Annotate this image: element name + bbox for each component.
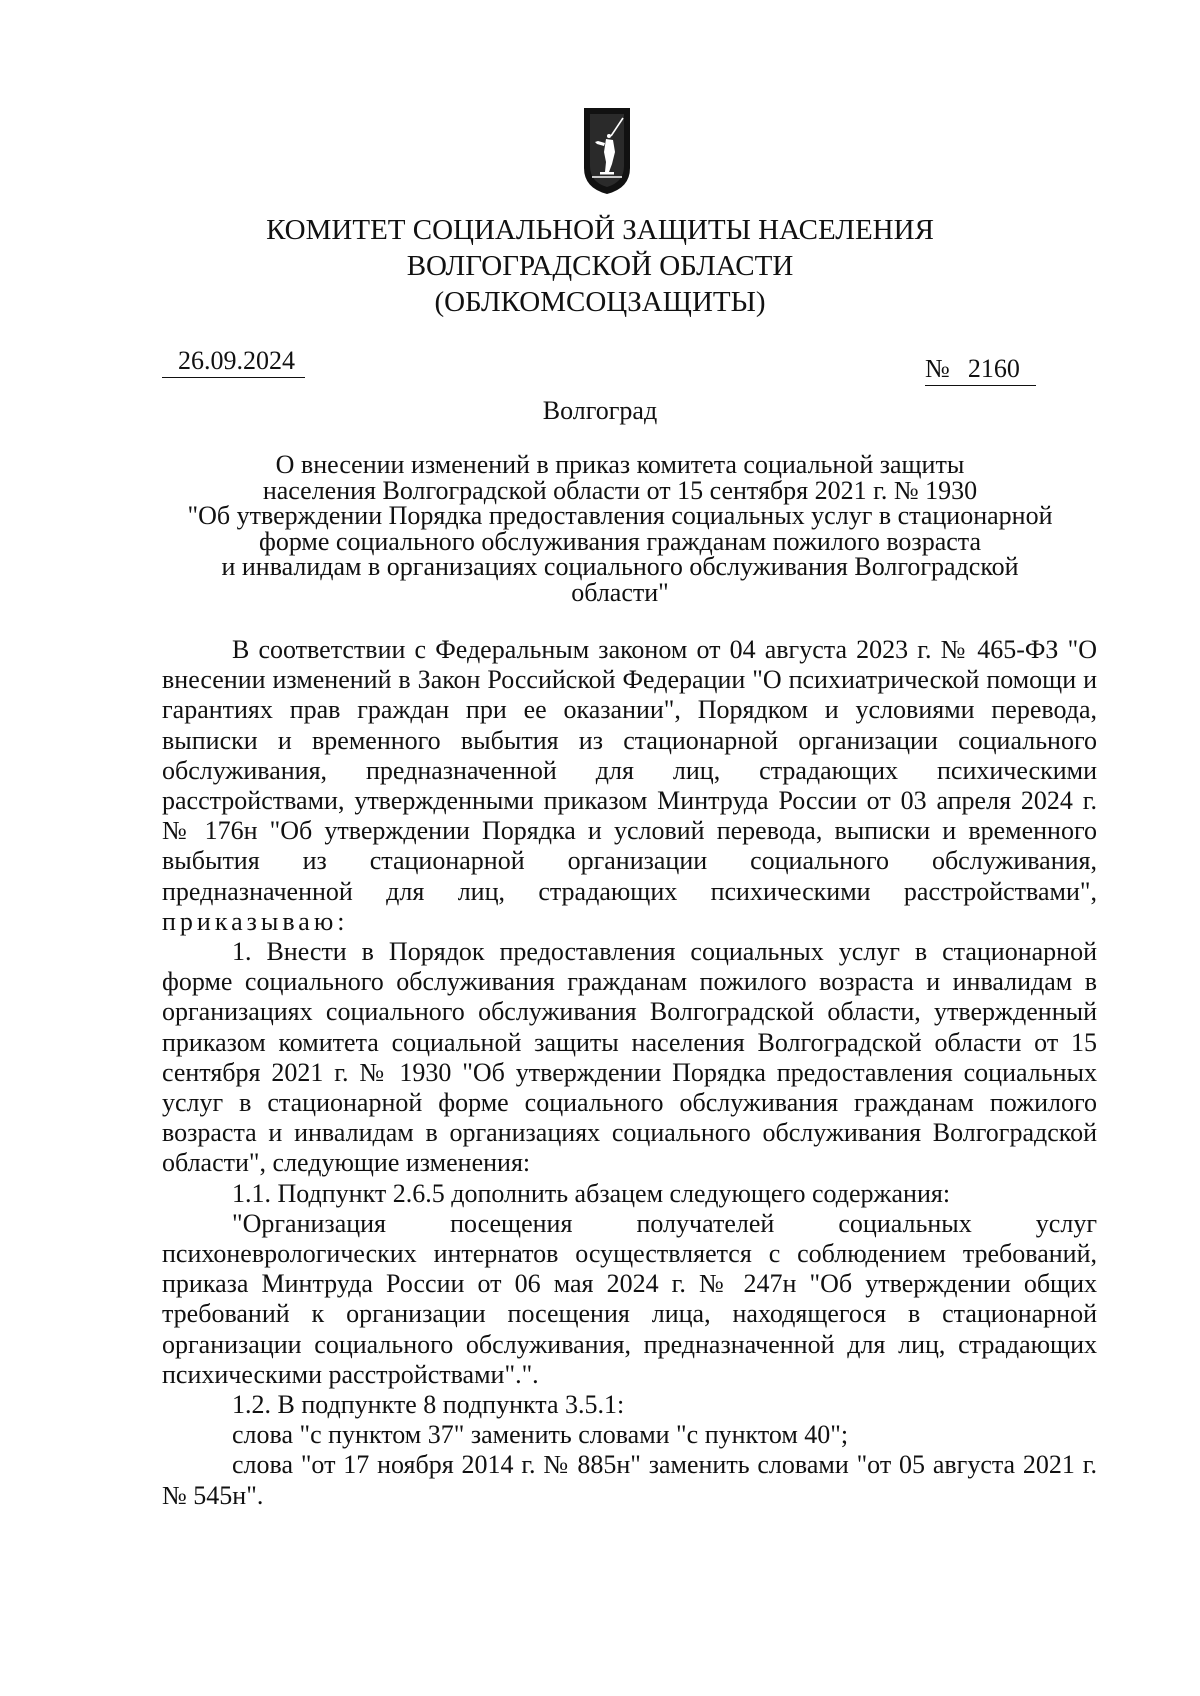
item-1-2-a-paragraph: слова "с пунктом 37" заменить словами "с пунктом 40"; [232, 1420, 849, 1450]
item-1-2-paragraph: 1.2. В подпункте 8 подпункта 3.5.1: [232, 1390, 625, 1420]
subject-line: и инвалидам в организациях социального обслуживания Волгоградской [221, 552, 1019, 581]
preamble-text: В соответствии с Федеральным законом от 04 августа 2023 г. № 465-ФЗ "О внесении изменений в Закон Российской Федерации "О психиатрической помощи и гарантиях прав граждан при ее оказании", Порядком и условиями перевода, выписки и временного выбытия из стационарной организации социального обслуживания, предназначенной для лиц, страдающих психическими расстройствами, утвержденными приказом Минтруда России от 03 апреля 2024 г. № 176н "Об утверждении Порядка и условий перевода, выписки и временного выбытия из стационарной организации социального обслуживания, предназначенной для лиц, страдающих психическими расстройствами", [162, 635, 1097, 906]
motherland-statue-icon [582, 106, 632, 196]
document-city: Волгоград [542, 396, 658, 425]
subject-line: "Об утверждении Порядка предоставления социальных услуг в стационарной [187, 501, 1053, 530]
org-title-line: (ОБЛКОМСОЦЗАЩИТЫ) [434, 286, 766, 318]
subject-line: области" [571, 577, 669, 607]
subject-line: населения Волгоградской области от 15 сентября 2021 г. № 1930 [262, 475, 978, 505]
regional-emblem [582, 106, 632, 196]
organization-title [0, 212, 1200, 320]
subject-line: форме социального обслуживания гражданам пожилого возраста [258, 526, 982, 556]
org-title-line: КОМИТЕТ СОЦИАЛЬНОЙ ЗАЩИТЫ НАСЕЛЕНИЯ [266, 214, 934, 246]
number-value: 2160 [967, 354, 1020, 383]
document-date: 26.09.2024 [162, 345, 305, 378]
preamble-paragraph [162, 635, 1097, 937]
document-subject [120, 452, 1120, 605]
item-1-2-b-paragraph: слова "от 17 ноября 2014 г. № 885н" заменить словами "от 05 августа 2021 г. № 545н". [162, 1450, 1097, 1510]
document-number [925, 353, 1036, 386]
document-body [162, 635, 1097, 1511]
number-sign: № [925, 354, 950, 383]
item-1-1-text-paragraph: "Организация посещения получателей социальных услуг психоневрологических интернатов осуществляется с соблюдением требований, приказа Минтруда России от 06 мая 2024 г. № 247н "Об утверждении общих требований к организации посещения лица, находящегося в стационарной организации социального обслуживания, предназначенной для лиц, страдающих психическими расстройствами".". [162, 1208, 1097, 1389]
subject-line: О внесении изменений в приказ комитета социальной защиты [275, 450, 965, 479]
item-1-paragraph: 1. Внести в Порядок предоставления социальных услуг в стационарной форме социального обслуживания гражданам пожилого возраста и инвалидам в организациях социального обслуживания Волгоградской области, утвержденный приказом комитета социальной защиты населения Волгоградской области от 15 сентября 2021 г. № 1930 "Об утверждении Порядка предоставления социальных услуг в стационарной форме социального обслуживания гражданам пожилого возраста и инвалидам в организациях социального обслуживания Волгоградской области", следующие изменения: [162, 937, 1097, 1178]
item-1-1-paragraph: 1.1. Подпункт 2.6.5 дополнить абзацем следующего содержания: [232, 1178, 951, 1208]
order-word: приказываю: [162, 906, 349, 936]
org-title-line: ВОЛГОГРАДСКОЙ ОБЛАСТИ [406, 250, 794, 282]
